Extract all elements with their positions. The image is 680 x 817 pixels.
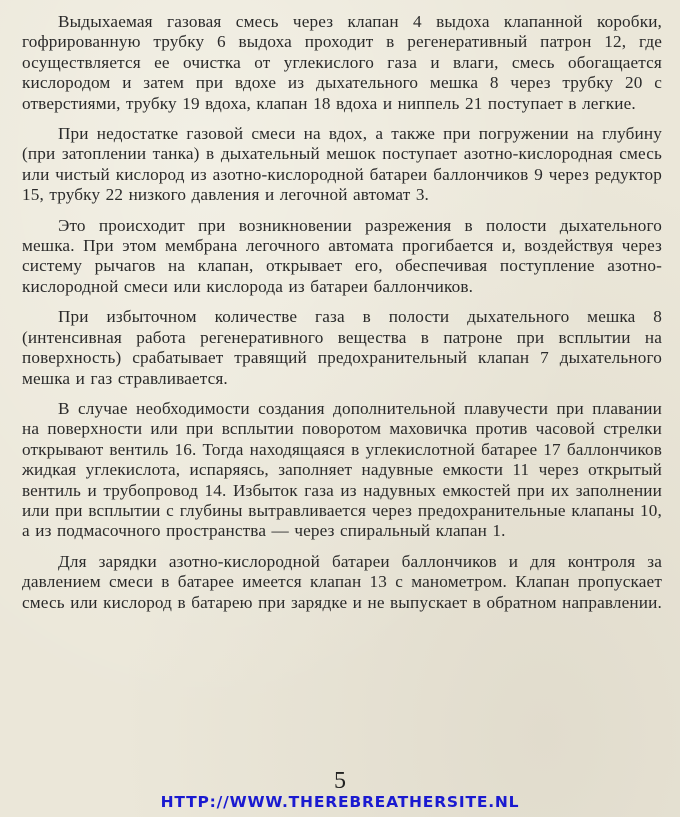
page-number: 5 (334, 768, 346, 794)
paragraph-1: Выдыхаемая газовая смесь через клапан 4 выдоха клапанной коробки, гофрированную трубку 6 выдоха проходит в регенеративный патрон 12, где осуществляется ее очистка от углекислого газа и влаги, смесь обогащается кислородом и затем при вдохе из дыхательного мешка 8 через трубку 20 с отверстиями, трубку 19 вдоха, клапан 18 вдоха и ниппель 21 поступает в легкие. (22, 12, 662, 113)
watermark-url[interactable]: HTTP://WWW.THEREBREATHERSITE.NL (160, 793, 520, 811)
paragraph-2: При недостатке газовой смеси на вдох, а также при погружении на глубину (при затоплении танка) в дыхательный мешок поступает азотно-кислородная смесь или чистый кислород из азотно-кислородной батареи баллончиков 9 через редуктор 15, трубку 22 низкого давления и легочной автомат 3. (22, 124, 662, 205)
paragraph-6: Для зарядки азотно-кислородной батареи баллончиков и для контроля за давлением смеси в батарее имеется клапан 13 с манометром. Клапан пропускает смесь или кислород в батарею при зарядке и не выпускает в обратном направлении. (22, 551, 662, 612)
paragraph-3: Это происходит при возникновении разрежения в полости дыхательного мешка. При этом мембрана легочного автомата прогибается и, воздействуя через систему рычагов на клапан, открывает его, обеспечивая поступление азотно-кислородной смеси или кислорода из батареи баллончиков. (22, 215, 662, 296)
body-text (22, 12, 662, 613)
paragraph-4: При избыточном количестве газа в полости дыхательного мешка 8 (интенсивная работа регенеративного вещества в патроне при всплытии на поверхность) срабатывает травящий предохранительный клапан 7 дыхательного мешка и газ стравливается. (22, 307, 662, 388)
paragraph-5: В случае необходимости создания дополнительной плавучести при плавании на поверхности или при всплытии поворотом маховичка против часовой стрелки открывают вентиль 16. Тогда находящаяся в углекислотной батарее 17 баллончиков жидкая углекислота, испаряясь, заполняет надувные емкости 11 через открытый вентиль и трубопровод 14. Избыток газа из надувных емкостей при их заполнении или при всплытии с глубины вытравливается через предохранительные клапаны 10, а из подмасочного пространства — через спиральный клапан 1. (22, 398, 662, 541)
